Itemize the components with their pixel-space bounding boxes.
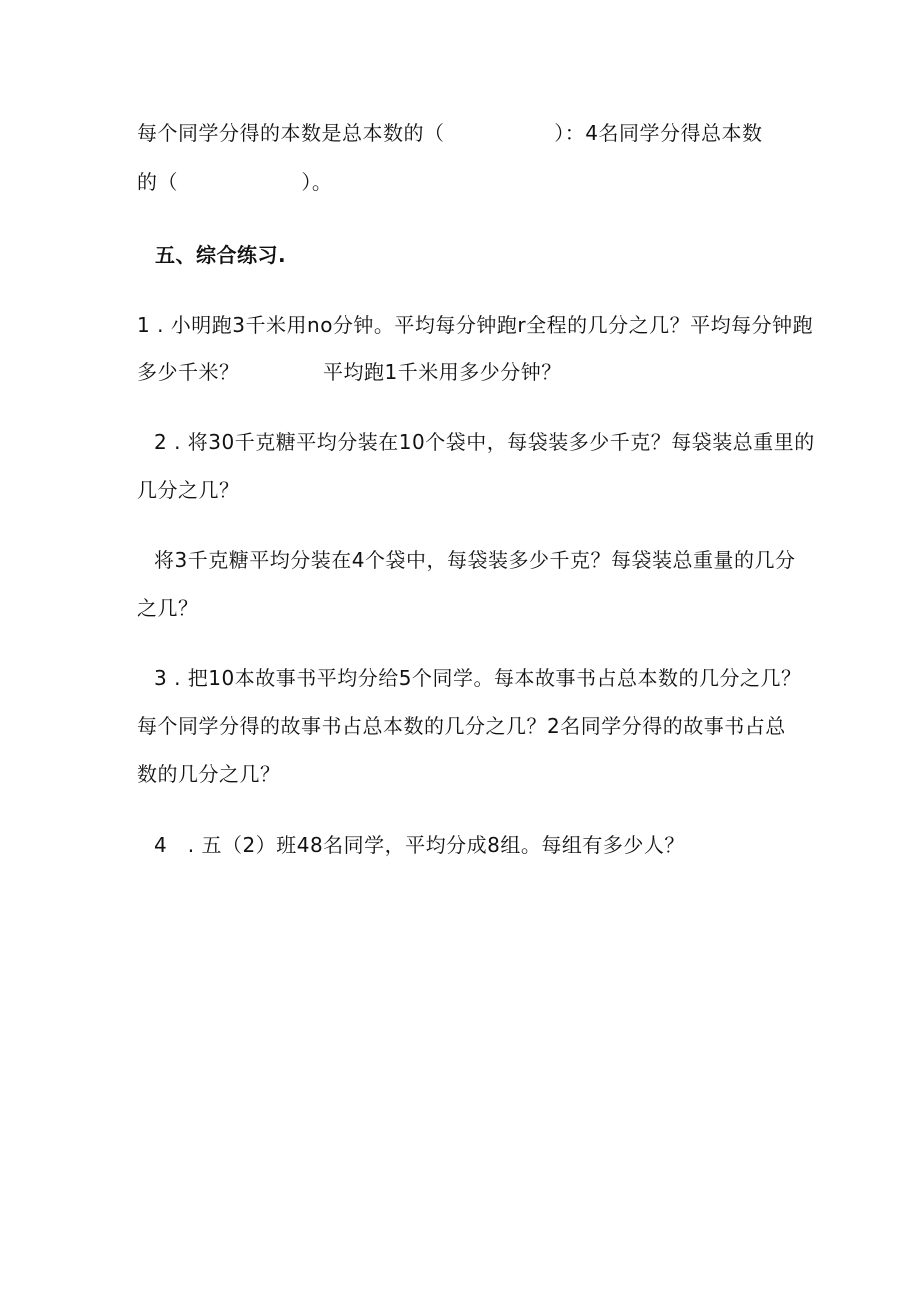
- problem-3-line-3: 数的几分之几？: [137, 762, 281, 786]
- fill-in-line-1: 每个同学分得的本数是总本数的（ ）：4名同学分得总本数: [137, 121, 763, 145]
- problem-1-line-1: 1 . 小明跑3千米用no分钟。平均每分钟跑r全程的几分之几？平均每分钟跑: [137, 313, 814, 337]
- problem-1-line-2b: 平均跑1千米用多少分钟？: [323, 360, 562, 384]
- problem-2-line-2: 几分之几？: [137, 478, 240, 502]
- problem-4-line-1: 4 . 五（2）班48名同学，平均分成8组。每组有多少人？: [154, 833, 685, 857]
- problem-2-line-3: 将3千克糖平均分装在4个袋中，每袋装多少千克？每袋装总重量的几分: [154, 548, 796, 572]
- problem-2-line-4: 之几？: [137, 596, 199, 620]
- problem-2-line-1: 2 . 将30千克糖平均分装在10个袋中，每袋装多少千克？每袋装总重里的: [154, 430, 815, 454]
- problem-1-line-2a: 多少千米？: [137, 360, 240, 384]
- fill-in-line-2: 的（ ）。: [137, 170, 333, 194]
- section-heading: 五、综合练习.: [155, 243, 287, 267]
- problem-3-line-1: 3 . 把10本故事书平均分给5个同学。每本故事书占总本数的几分之几？: [154, 666, 802, 690]
- problem-3-line-2: 每个同学分得的故事书占总本数的几分之几？2名同学分得的故事书占总: [137, 714, 786, 738]
